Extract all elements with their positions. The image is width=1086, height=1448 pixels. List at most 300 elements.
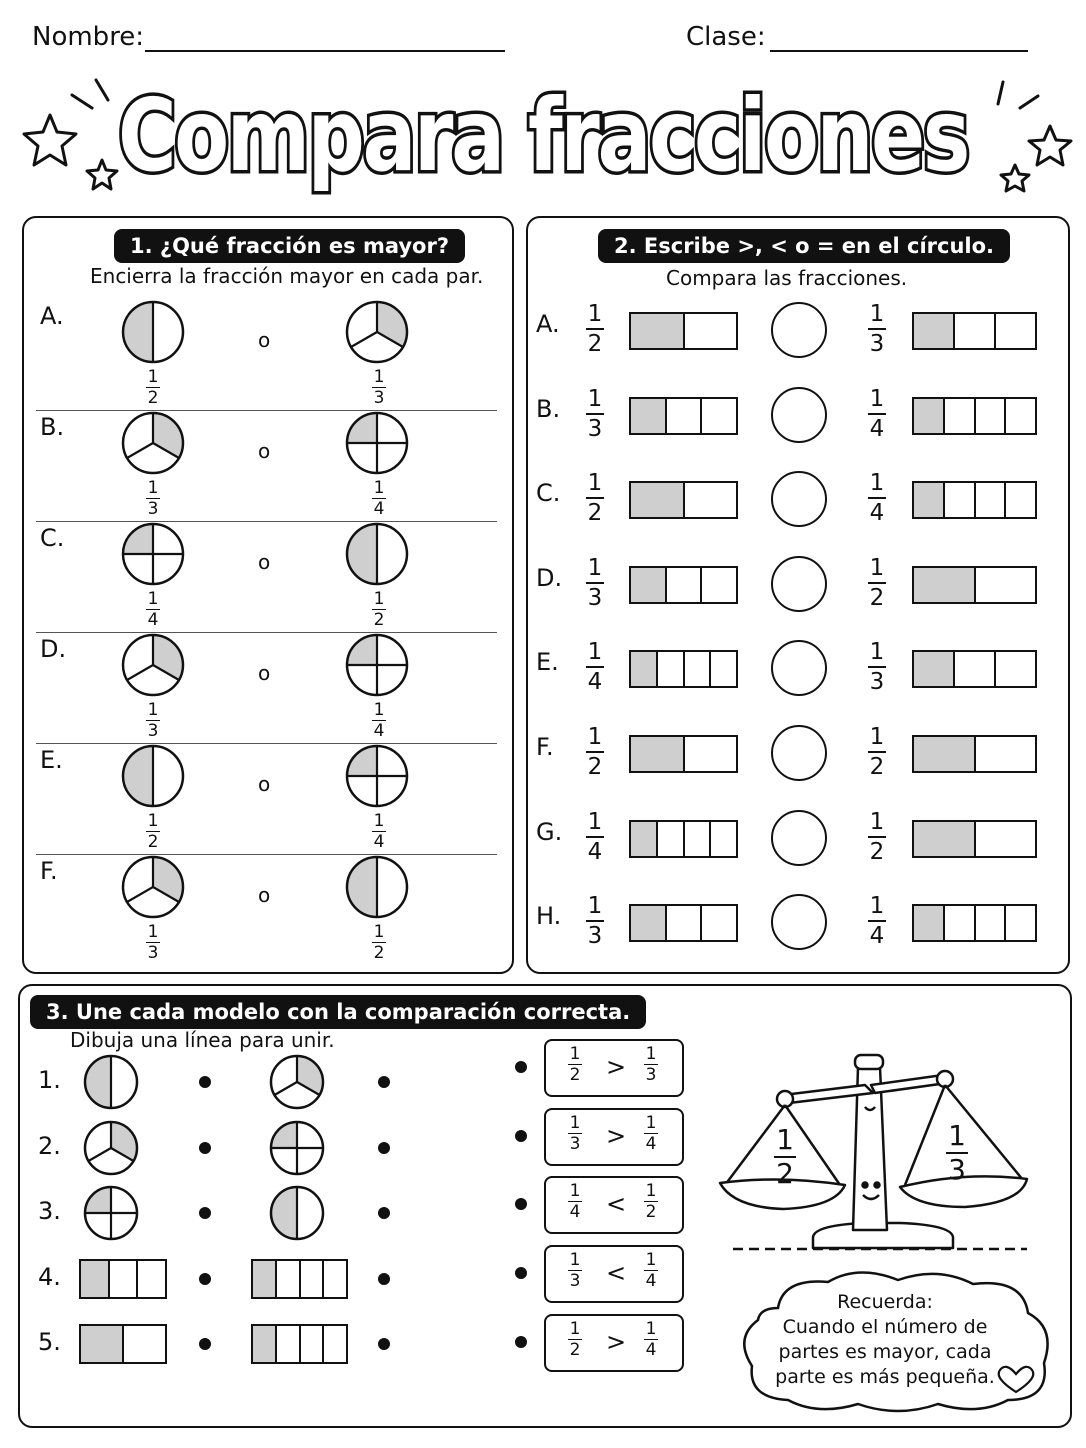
page-title bbox=[0, 70, 1086, 200]
denominator: 4 bbox=[373, 832, 385, 852]
bar-segment bbox=[124, 1326, 165, 1362]
comparison-circle[interactable] bbox=[771, 302, 827, 358]
row-label: B. bbox=[536, 394, 561, 423]
numerator: 1 bbox=[147, 922, 159, 942]
denominator: 4 bbox=[569, 1202, 581, 1223]
match-dot[interactable] bbox=[378, 1076, 390, 1088]
numerator: 1 bbox=[373, 478, 385, 498]
bar-segment bbox=[711, 822, 736, 856]
bar-segment bbox=[914, 652, 955, 686]
row-label: C. bbox=[40, 524, 65, 552]
match-dot[interactable] bbox=[378, 1273, 390, 1285]
denominator: 4 bbox=[587, 838, 603, 865]
scale-left-fraction: 1 2 bbox=[774, 1126, 796, 1188]
row-label: 4. bbox=[38, 1262, 61, 1291]
numerator: 1 bbox=[569, 1318, 581, 1339]
bar-segment bbox=[702, 906, 736, 940]
bar-segment bbox=[976, 399, 1007, 433]
bar-segment bbox=[324, 1261, 346, 1297]
row-label: D. bbox=[40, 635, 67, 663]
bar-segment bbox=[301, 1261, 325, 1297]
section-1-title: 1. ¿Qué fracción es mayor? bbox=[114, 229, 465, 263]
numerator: 1 bbox=[869, 724, 885, 750]
row-label: G. bbox=[536, 817, 563, 846]
left-fraction bbox=[146, 701, 160, 740]
option-right-fraction bbox=[644, 1114, 658, 1153]
numerator: 1 bbox=[587, 554, 603, 581]
right-fraction bbox=[372, 701, 386, 740]
section-3-title: 3. Une cada modelo con la comparación correcta. bbox=[30, 995, 646, 1029]
denominator: 4 bbox=[645, 1133, 657, 1154]
fraction-bar bbox=[586, 582, 604, 584]
denominator: 2 bbox=[147, 832, 159, 852]
right-fraction bbox=[868, 387, 886, 441]
numerator: 1 bbox=[587, 639, 603, 666]
left-fraction-model bbox=[120, 743, 186, 809]
denominator: 3 bbox=[587, 584, 603, 611]
bar-segment bbox=[277, 1261, 301, 1297]
denominator: 3 bbox=[147, 499, 159, 519]
section-2-title: 2. Escribe >, < o = en el círculo. bbox=[598, 229, 1010, 263]
bar-segment bbox=[110, 1261, 139, 1297]
bar-segment bbox=[658, 652, 685, 686]
row-label: D. bbox=[536, 563, 563, 592]
option-right-fraction bbox=[644, 1320, 658, 1359]
bar-segment bbox=[976, 483, 1007, 517]
bar-segment bbox=[253, 1326, 277, 1362]
denominator: 2 bbox=[569, 1065, 581, 1085]
bar-segment bbox=[945, 399, 976, 433]
denominator: 2 bbox=[587, 500, 603, 527]
bar-segment bbox=[667, 906, 703, 940]
numerator: 1 bbox=[147, 811, 159, 831]
option-left-fraction bbox=[568, 1045, 582, 1084]
bar-segment bbox=[702, 399, 736, 433]
numerator: 1 bbox=[587, 724, 603, 750]
name-label: Nombre: bbox=[32, 22, 145, 52]
denominator: 4 bbox=[869, 500, 885, 527]
bar-segment bbox=[955, 314, 996, 348]
option-right-fraction bbox=[644, 1251, 658, 1290]
numerator: 1 bbox=[869, 808, 885, 835]
left-fraction-model bbox=[120, 299, 186, 365]
star-icon bbox=[1001, 165, 1029, 191]
right-model bbox=[251, 1324, 348, 1364]
left-fraction bbox=[586, 640, 604, 694]
row-label: H. bbox=[536, 902, 562, 931]
reminder-line: parte es más pequeña. bbox=[775, 1366, 995, 1388]
bar-segment bbox=[685, 822, 712, 856]
left-fraction-bar bbox=[629, 312, 738, 350]
numerator: 1 bbox=[869, 639, 885, 666]
left-fraction-bar bbox=[629, 397, 738, 435]
numerator: 1 bbox=[147, 589, 159, 609]
denominator: 3 bbox=[869, 331, 885, 357]
comparison-option[interactable] bbox=[544, 1314, 684, 1372]
denominator: 3 bbox=[373, 388, 385, 408]
row-label: 2. bbox=[38, 1131, 61, 1160]
row-divider bbox=[36, 632, 497, 633]
comparison-symbol: > bbox=[606, 1327, 627, 1356]
star-icon bbox=[1029, 126, 1071, 165]
option-left-fraction bbox=[568, 1114, 582, 1153]
comparison-circle[interactable] bbox=[771, 725, 827, 781]
left-fraction bbox=[586, 894, 604, 948]
left-model bbox=[79, 1259, 167, 1299]
left-fraction bbox=[586, 471, 604, 525]
left-fraction bbox=[586, 556, 604, 610]
right-fraction-bar bbox=[912, 397, 1037, 435]
numerator: 1 bbox=[645, 1181, 657, 1202]
left-fraction bbox=[146, 923, 160, 962]
right-fraction-bar bbox=[912, 481, 1037, 519]
denominator: 2 bbox=[869, 754, 885, 780]
match-dot[interactable] bbox=[378, 1142, 390, 1154]
numerator: 1 bbox=[869, 385, 885, 412]
numerator: 1 bbox=[569, 1250, 581, 1271]
comparison-circle[interactable] bbox=[771, 894, 827, 950]
left-fraction bbox=[146, 590, 160, 629]
right-fraction-bar bbox=[912, 820, 1037, 858]
name-field[interactable] bbox=[145, 50, 505, 52]
right-fraction bbox=[868, 725, 886, 779]
right-fraction-bar bbox=[912, 312, 1037, 350]
denominator: 4 bbox=[869, 415, 885, 442]
left-fraction-model bbox=[120, 854, 186, 920]
match-dot[interactable] bbox=[199, 1076, 211, 1088]
class-label: Clase: bbox=[686, 22, 766, 52]
denominator: 3 bbox=[645, 1065, 657, 1085]
left-fraction-bar bbox=[629, 650, 738, 688]
row-divider bbox=[36, 521, 497, 522]
numerator: 1 bbox=[147, 367, 159, 387]
bar-segment bbox=[324, 1326, 346, 1362]
right-fraction bbox=[372, 590, 386, 629]
left-fraction-bar bbox=[629, 904, 738, 942]
right-fraction-bar bbox=[912, 566, 1037, 604]
option-left-fraction bbox=[568, 1320, 582, 1359]
denominator: 4 bbox=[645, 1271, 657, 1292]
left-fraction-bar bbox=[629, 735, 738, 773]
bar-segment bbox=[301, 1326, 325, 1362]
denominator: 3 bbox=[147, 721, 159, 741]
comparison-circle[interactable] bbox=[771, 810, 827, 866]
right-fraction bbox=[372, 923, 386, 962]
fraction-bar bbox=[586, 413, 604, 415]
bar-segment bbox=[914, 483, 945, 517]
right-model bbox=[268, 1053, 326, 1111]
row-label: 1. bbox=[38, 1066, 61, 1094]
bar-segment bbox=[914, 906, 945, 940]
denominator: 2 bbox=[587, 331, 603, 357]
bar-segment bbox=[711, 652, 736, 686]
numerator: 1 bbox=[869, 470, 885, 497]
fraction-bar bbox=[586, 666, 604, 668]
fraction-bar bbox=[868, 666, 886, 668]
fraction-bar bbox=[868, 328, 886, 330]
right-fraction bbox=[868, 556, 886, 610]
comparison-symbol: < bbox=[606, 1259, 627, 1288]
right-fraction-bar bbox=[912, 904, 1037, 942]
fraction-bar bbox=[586, 497, 604, 499]
option-dot[interactable] bbox=[515, 1267, 527, 1279]
title-text: Compara fracciones bbox=[118, 77, 968, 194]
right-fraction-model bbox=[344, 632, 410, 698]
left-fraction bbox=[146, 479, 160, 518]
scale-right-fraction: 1 3 bbox=[946, 1122, 968, 1184]
right-fraction-model bbox=[344, 743, 410, 809]
fraction-bar bbox=[868, 582, 886, 584]
right-fraction-bar bbox=[912, 650, 1037, 688]
or-separator: o bbox=[258, 661, 271, 685]
bar-segment bbox=[914, 568, 976, 602]
denominator: 2 bbox=[587, 754, 603, 780]
row-label: F. bbox=[40, 857, 58, 885]
right-model bbox=[251, 1259, 348, 1299]
option-dot[interactable] bbox=[515, 1130, 527, 1142]
left-fraction bbox=[586, 810, 604, 864]
numerator: 1 bbox=[645, 1044, 657, 1064]
left-fraction-bar bbox=[629, 820, 738, 858]
match-dot[interactable] bbox=[199, 1207, 211, 1219]
right-fraction bbox=[372, 812, 386, 851]
numerator: 1 bbox=[569, 1112, 581, 1133]
denominator: 2 bbox=[869, 584, 885, 611]
reminder-title: Recuerda: bbox=[837, 1291, 933, 1313]
or-separator: o bbox=[258, 328, 271, 352]
left-fraction bbox=[586, 725, 604, 779]
bar-segment bbox=[631, 399, 667, 433]
bar-segment bbox=[1006, 399, 1035, 433]
bar-segment bbox=[253, 1261, 277, 1297]
comparison-option[interactable] bbox=[544, 1176, 684, 1234]
right-fraction bbox=[868, 302, 886, 356]
right-model bbox=[268, 1119, 326, 1177]
bar-segment bbox=[685, 652, 712, 686]
denominator: 4 bbox=[147, 610, 159, 630]
left-fraction-bar bbox=[629, 481, 738, 519]
star-icon bbox=[24, 115, 76, 165]
left-fraction bbox=[586, 387, 604, 441]
section-2-instruction: Compara las fracciones. bbox=[666, 266, 908, 290]
bar-segment bbox=[1006, 483, 1035, 517]
comparison-symbol: > bbox=[606, 1053, 627, 1081]
row-label: F. bbox=[536, 733, 554, 761]
fraction-bar bbox=[868, 413, 886, 415]
option-left-fraction bbox=[568, 1251, 582, 1290]
left-fraction-model bbox=[120, 521, 186, 587]
bar-segment bbox=[685, 483, 737, 517]
denominator: 3 bbox=[587, 415, 603, 442]
match-dot[interactable] bbox=[199, 1338, 211, 1350]
numerator: 1 bbox=[869, 554, 885, 581]
star-icon bbox=[87, 160, 117, 189]
or-separator: o bbox=[258, 550, 271, 574]
comparison-symbol: > bbox=[606, 1121, 627, 1150]
reminder-text bbox=[770, 1290, 1000, 1390]
balance-scale-illustration bbox=[715, 1045, 1055, 1260]
left-fraction bbox=[146, 368, 160, 407]
bar-segment bbox=[914, 314, 955, 348]
match-dot[interactable] bbox=[378, 1338, 390, 1350]
numerator: 1 bbox=[373, 589, 385, 609]
reminder-line: partes es mayor, cada bbox=[778, 1341, 992, 1363]
fraction-bar bbox=[868, 497, 886, 499]
left-fraction bbox=[586, 302, 604, 356]
bar-segment bbox=[976, 568, 1036, 602]
right-model bbox=[268, 1184, 326, 1242]
numerator: 1 bbox=[373, 922, 385, 942]
left-model bbox=[82, 1184, 140, 1242]
row-label: A. bbox=[40, 302, 64, 330]
bar-segment bbox=[667, 399, 703, 433]
bar-segment bbox=[631, 652, 658, 686]
bar-segment bbox=[945, 906, 976, 940]
bar-segment bbox=[277, 1326, 301, 1362]
left-fraction-model bbox=[120, 410, 186, 476]
left-model bbox=[82, 1119, 140, 1177]
numerator: 1 bbox=[147, 700, 159, 720]
denominator: 3 bbox=[869, 669, 885, 696]
or-separator: o bbox=[258, 772, 271, 796]
option-dot[interactable] bbox=[515, 1336, 527, 1348]
bar-segment bbox=[955, 652, 996, 686]
numerator: 1 bbox=[645, 1250, 657, 1271]
numerator: 1 bbox=[869, 893, 885, 920]
fraction-bar bbox=[868, 920, 886, 922]
bar-segment bbox=[81, 1326, 124, 1362]
or-separator: o bbox=[258, 439, 271, 463]
numerator: 1 bbox=[147, 478, 159, 498]
right-fraction bbox=[868, 640, 886, 694]
denominator: 2 bbox=[147, 388, 159, 408]
option-dot[interactable] bbox=[515, 1061, 527, 1073]
bar-segment bbox=[138, 1261, 165, 1297]
denominator: 4 bbox=[373, 721, 385, 741]
fraction-bar bbox=[868, 751, 886, 753]
comparison-option[interactable] bbox=[544, 1039, 684, 1097]
bar-segment bbox=[914, 822, 976, 856]
numerator: 1 bbox=[869, 301, 885, 327]
section-1-instruction: Encierra la fracción mayor en cada par. bbox=[90, 264, 484, 288]
right-fraction-bar bbox=[912, 735, 1037, 773]
bar-segment bbox=[631, 314, 685, 348]
comparison-circle[interactable] bbox=[771, 387, 827, 443]
bar-segment bbox=[685, 314, 737, 348]
fraction-bar bbox=[586, 920, 604, 922]
option-left-fraction bbox=[568, 1182, 582, 1221]
denominator: 3 bbox=[569, 1271, 581, 1292]
denominator: 2 bbox=[373, 943, 385, 963]
row-label: B. bbox=[40, 413, 65, 441]
bar-segment bbox=[631, 483, 685, 517]
bar-segment bbox=[976, 906, 1007, 940]
row-divider bbox=[36, 410, 497, 411]
match-dot[interactable] bbox=[378, 1207, 390, 1219]
bar-segment bbox=[81, 1261, 110, 1297]
numerator: 1 bbox=[587, 301, 603, 327]
row-divider bbox=[36, 854, 497, 855]
numerator: 1 bbox=[569, 1181, 581, 1202]
right-fraction-model bbox=[344, 299, 410, 365]
or-separator: o bbox=[258, 883, 271, 907]
bar-segment bbox=[996, 314, 1035, 348]
right-fraction bbox=[372, 479, 386, 518]
right-fraction-model bbox=[344, 854, 410, 920]
row-label: 5. bbox=[38, 1328, 61, 1356]
bar-segment bbox=[685, 737, 737, 771]
numerator: 1 bbox=[373, 367, 385, 387]
left-fraction-model bbox=[120, 632, 186, 698]
left-model bbox=[79, 1324, 167, 1364]
numerator: 1 bbox=[587, 470, 603, 497]
comparison-symbol: < bbox=[606, 1190, 627, 1219]
numerator: 1 bbox=[587, 385, 603, 412]
match-dot[interactable] bbox=[199, 1142, 211, 1154]
bar-segment bbox=[976, 737, 1036, 771]
comparison-circle[interactable] bbox=[771, 556, 827, 612]
row-label: E. bbox=[536, 648, 559, 677]
bar-segment bbox=[702, 568, 736, 602]
fraction-bar bbox=[586, 751, 604, 753]
row-label: C. bbox=[536, 479, 561, 508]
right-fraction bbox=[868, 894, 886, 948]
bar-segment bbox=[631, 822, 658, 856]
right-fraction bbox=[868, 471, 886, 525]
class-field[interactable] bbox=[770, 50, 1028, 52]
bar-segment bbox=[667, 568, 703, 602]
match-dot[interactable] bbox=[199, 1273, 211, 1285]
numerator: 1 bbox=[587, 893, 603, 920]
denominator: 2 bbox=[373, 610, 385, 630]
denominator: 3 bbox=[147, 943, 159, 963]
numerator: 1 bbox=[587, 808, 603, 835]
bar-segment bbox=[658, 822, 685, 856]
right-fraction-model bbox=[344, 410, 410, 476]
bar-segment bbox=[1006, 906, 1035, 940]
bar-segment bbox=[976, 822, 1036, 856]
option-right-fraction bbox=[644, 1045, 658, 1084]
bar-segment bbox=[945, 483, 976, 517]
denominator: 4 bbox=[373, 499, 385, 519]
denominator: 4 bbox=[645, 1339, 657, 1360]
comparison-circle[interactable] bbox=[771, 471, 827, 527]
bar-segment bbox=[631, 568, 667, 602]
comparison-option[interactable] bbox=[544, 1108, 684, 1166]
bar-segment bbox=[631, 906, 667, 940]
row-label: A. bbox=[536, 310, 560, 338]
numerator: 1 bbox=[569, 1044, 581, 1064]
reminder-line: Cuando el número de bbox=[782, 1316, 988, 1338]
row-label: 3. bbox=[38, 1197, 61, 1225]
left-fraction-bar bbox=[629, 566, 738, 604]
left-model bbox=[82, 1053, 140, 1111]
row-label: E. bbox=[40, 746, 63, 774]
comparison-option[interactable] bbox=[544, 1245, 684, 1303]
bar-segment bbox=[914, 399, 945, 433]
denominator: 3 bbox=[587, 923, 603, 950]
denominator: 3 bbox=[569, 1133, 581, 1154]
numerator: 1 bbox=[373, 811, 385, 831]
right-fraction-model bbox=[344, 521, 410, 587]
denominator: 4 bbox=[587, 669, 603, 696]
bar-segment bbox=[631, 737, 685, 771]
numerator: 1 bbox=[645, 1318, 657, 1339]
comparison-circle[interactable] bbox=[771, 640, 827, 696]
denominator: 2 bbox=[569, 1339, 581, 1360]
left-fraction bbox=[146, 812, 160, 851]
option-right-fraction bbox=[644, 1182, 658, 1221]
